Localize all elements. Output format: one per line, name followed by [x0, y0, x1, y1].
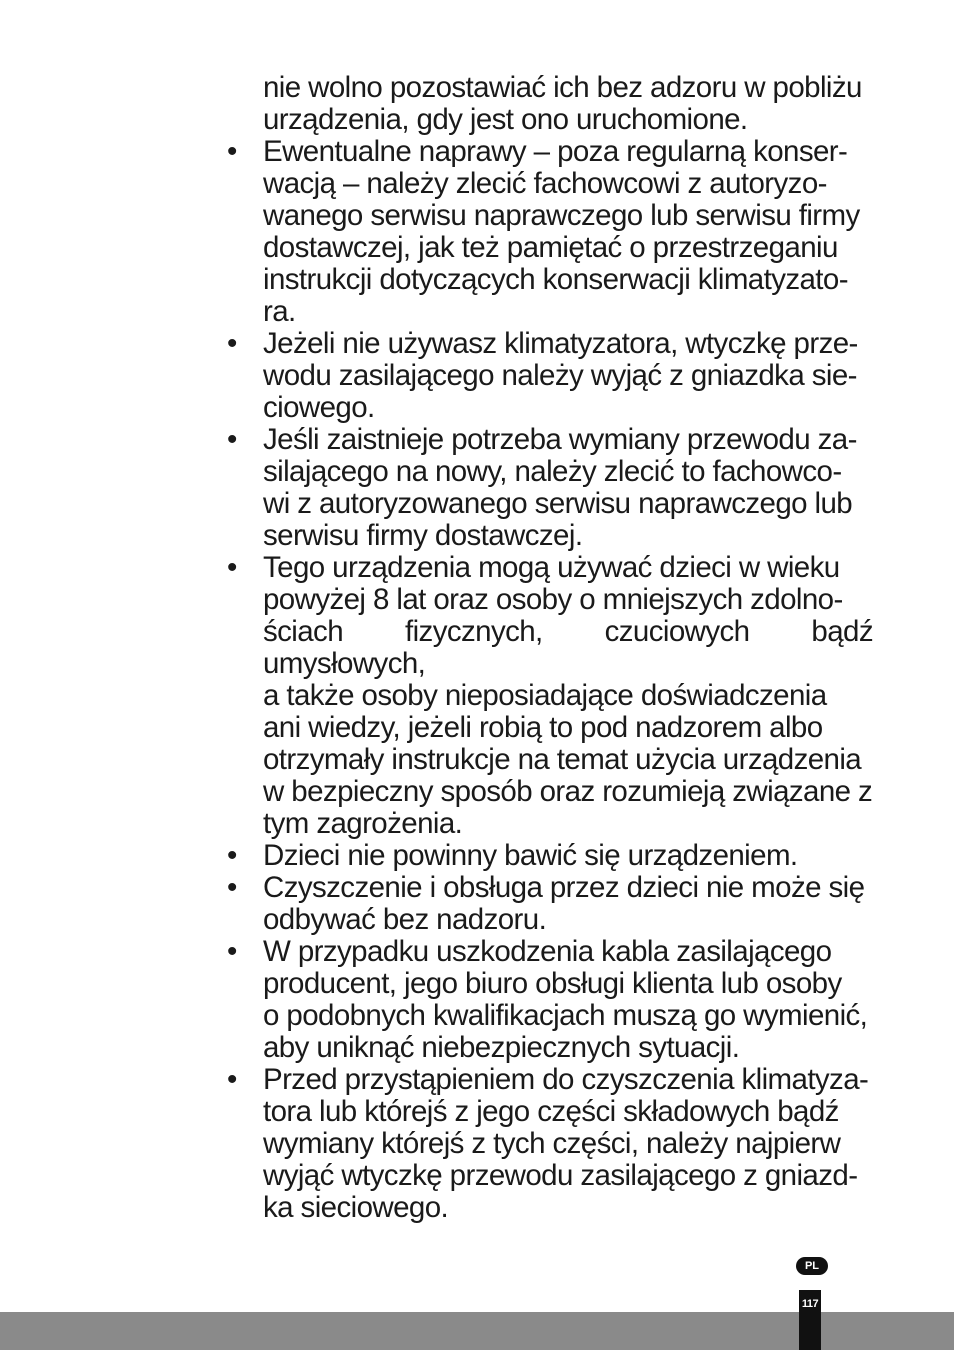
- list-item: [227, 551, 873, 840]
- list-item: [227, 871, 873, 936]
- language-badge: PL: [796, 1257, 828, 1275]
- list-item-text: Dzieci nie powinny bawić się urządzeniem.: [263, 839, 798, 872]
- bullet-icon: •: [227, 327, 238, 360]
- bullet-icon: •: [227, 871, 238, 904]
- list-item-text: Ewentualne naprawy – poza regularną konser- wacją – należy zlecić fachowcowi z autoryzo- wanego serwisu naprawczego lub serwisu firmy dostawczej, jak też pamiętać o przestrzeganiu instrukcji dotyczących konserwacji klimatyzato- ra.: [263, 135, 860, 328]
- list-item: [227, 935, 873, 1064]
- bullet-icon: •: [227, 839, 238, 872]
- bullet-icon: •: [227, 135, 238, 168]
- list-item-text: Tego urządzenia mogą używać dzieci w wieku powyżej 8 lat oraz osoby o mniejszych zdolno- ściach fizycznych, czuciowych bądź umysłowych, a także osoby nieposiadające doświadczenia ani wiedzy, jeżeli robią to pod nadzorem albo otrzymały instrukcje na temat użycia urządzenia w bezpieczny sposób oraz rozumieją związane z tym zagrożenia.: [263, 551, 873, 840]
- bullet-icon: •: [227, 935, 238, 968]
- list-item: [227, 327, 873, 424]
- manual-text-column: [227, 71, 873, 1224]
- list-item: [227, 1063, 873, 1224]
- bullet-icon: •: [227, 551, 238, 584]
- list-item-text: W przypadku uszkodzenia kabla zasilającego producent, jego biuro obsługi klienta lub osoby o podobnych kwalifikacjach muszą go wymienić, aby uniknąć niebezpiecznych sytuacji.: [263, 935, 868, 1064]
- list-item-text: Przed przystąpieniem do czyszczenia klimatyza- tora lub którejś z jego części składowych bądź wymiany którejś z tych części, należy najpierw wyjąć wtyczkę przewodu zasilającego z gniazd- ka sieciowego.: [263, 1063, 869, 1224]
- list-item-text: Jeśli zaistnieje potrzeba wymiany przewodu za- silającego na nowy, należy zlecić to fachowco- wi z autoryzowanego serwisu naprawczego lub serwisu firmy dostawczej.: [263, 423, 857, 552]
- list-item-text: Jeżeli nie używasz klimatyzatora, wtyczkę prze- wodu zasilającego należy wyjąć z gniazdka sie- ciowego.: [263, 327, 858, 424]
- intro-paragraph: nie wolno pozostawiać ich bez adzoru w pobliżu urządzenia, gdy jest ono uruchomione.: [263, 71, 862, 136]
- page-number: 117: [801, 1298, 819, 1310]
- list-item-text: Czyszczenie i obsługa przez dzieci nie może się odbywać bez nadzoru.: [263, 871, 865, 936]
- bullet-icon: •: [227, 1063, 238, 1096]
- page-number-tab: [799, 1290, 821, 1350]
- list-item: [227, 423, 873, 552]
- bullet-icon: •: [227, 423, 238, 456]
- list-item: [227, 839, 873, 872]
- list-item: [227, 135, 873, 328]
